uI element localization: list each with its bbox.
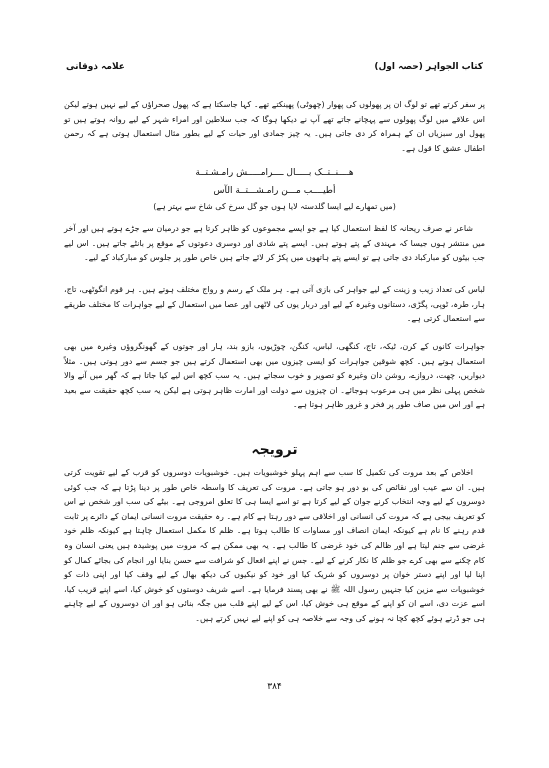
body-paragraph-1: [64, 98, 485, 156]
verse-translation: (میں تمھارے لیے ایسا گلدستہ لایا ہوں جو گل سرخ کی شاخ سے بہتر ہے): [153, 202, 396, 211]
section-heading: ترویجہ: [251, 442, 298, 458]
paragraph-text: جواہرات کانوں کے کرن، ٹیکہ، تاج، کنگھی، لباس، کنگن، چوڑیوں، بازو بند، ہار اور جوتوں کے گھونگروؤں وغیرہ میں بھی استعمال ہوتے ہیں۔ کچھ شوقین جواہرات کو ایسی چیزوں میں بھی استعمال کرتے ہیں جو جسم سے دور ہوتی ہیں۔ مثلاً دیواریں، چھت، دروازے، روشن دان وغیرہ کو تصویر و خوب سجاتے ہیں۔ یہ سب کچھ اس لیے کیا جاتا ہے کہ گھر میں آنے والا شخص پہلی نظر میں ہی مرعوب ہوجائے۔ ان چیزوں سے دولت اور امارت ظاہر ہوتی ہے لیکن یہ سب کچھ حقیقت سے بعید ہے اور اس میں صاف طور پر فخر و غرور ظاہر ہوتا ہے۔: [64, 342, 485, 410]
arabic-verse: [64, 168, 485, 211]
body-paragraph-3: [64, 283, 485, 327]
paragraph-text: اخلاص کے بعد مروت کی تکمیل کا سب سے اہم پہلو خوشبویات ہیں۔ خوشبویات دوسروں کو قرب کے لیے تقویت کرتی ہیں۔ ان سے عیب اور نقائص کی بو دور ہو جاتی ہے۔ مروت کی تعریف کا واسطہ خاص طور پر دینا پڑتا ہے کہ جب کوئی دوسروں کے لیے وجہ انتخاب کرنے جوان کے لیے کرتا ہے تو اسے ایسا ہی کا تعلق امروجی ہے۔ بیٹے کی سب اور شخص نے اس کو تعریف بیجی ہے کہ مروت کی انسانی اور اخلاقی سے دور رہتا ہے کام ہے۔ رہ حقیقت مروت انسانی ایمان کے دائرے پر ثابت قدم رہنے کا نام ہے کیونکہ ایمان انصاف اور مساوات کا طالب ہوتا ہے۔ ظلم کا مکمل استعمال چاہتا ہے کیونکہ ظلم خود غرضی سے جنم لیتا ہے اور ظالم کی خود غرضی کا طالب ہے۔ یہ بھی ممکن ہے کہ مروت میں پوشیدہ ہیں یعنی انسان وہ کام چکنے سے بھی کرے جو ظلم کا نکار کرنے کے لیے۔ جس نے اپنے افعال کو شرافت سے حسن بنایا اور انجام کی بجائے کمال کو اپنا لیا اور اپنے دستر خوان پر دوسروں کو شریک کیا اور خود کو نیکیوں کی دیکھ بھال کے لیے وقف کیا اور اپنی ذات کو خوشبویات سے مزین کیا جنہیں رسول اللہ ﷺ نے بھی پسند فرمایا ہے۔ اسے شریف دوستوں کو خوش کیا، اسے اپنے قریب کیا، اسے عزت دی، اسے ان کو اپنے کے موقع ہی خوش کیا، اس کے لیے اپنے قلب میں جگہ بنائی ہو اور ان دوسروں کے لیے چاہنے ہی جو ڈرتے ہوئے کچھ کچا نہ ہونے کی وجہ سے خلاصہ ہی کو اپنے لیے نہیں کرتے ہیں۔: [64, 468, 485, 623]
paragraph-text: لباس کی تعداد زیب و زینت کے لیے جواہر کی بازی آتی ہے۔ ہر ملک کے رسم و رواج مختلف ہوتے ہیں۔ ہر قوم انگوٹھی، تاج، ہار، طرہ، ٹوپی، پگڑی، دستانوں وغیرہ کے لیے اور دربار یوں کی لاٹھی اور عصا میں استعمال کے لیے جواہرات کا مختلف طریقے سے استعمال کرتی ہے۔: [64, 285, 485, 324]
paragraph-text: شاعر نے صرف ریحانہ کا لفظ استعمال کیا ہے جو ایسے مجموعوں کو ظاہر کرتا ہے جو درمیان سے جڑے ہوتے ہیں اور آخر میں منتشر ہوں جیسا کہ مہندی کے پتے ہوتے ہیں۔ ایسے پتے شادی اور دوسری دعوتوں کے موقع پر بانٹے جاتے ہیں۔ اس لیے جب بیٹوں کو مبارکباد دی جاتی ہے تو ایسے پتے ہاتھوں میں پکڑ کر لائے جاتے ہیں خاص طور پر جلوس کو مبارکباد کے لیے۔: [64, 224, 485, 263]
body-paragraph-2: [64, 222, 485, 266]
author-name: علامہ ذوقانی: [66, 62, 125, 72]
body-paragraph-5: [64, 466, 485, 627]
body-paragraph-4: [64, 340, 485, 413]
verse-line-1: ھــــنــتــک بـــــال ــــرامـــــش رامـشـتــة: [195, 168, 354, 178]
book-title: کتاب الجواہر (حصہ اول): [374, 62, 483, 72]
page-header: [66, 62, 483, 82]
page-number: ۳۸۴: [267, 682, 282, 692]
paragraph-text: پر سفر کرتے تھے تو لوگ ان پر پھولوں کی پھوار (چھوٹی) پھینکتے تھے۔ کہا جاسکتا ہے کہ پھول صحراؤں کے لیے نہیں ہوتے لیکن اس علاقے میں لوگ پھولوں سے پہچانے جاتے تھے آپ نے دیکھا ہوگا کہ جب سلاطین اور امراء شہر کے لیے روانہ ہوتے ہیں تو پھول اور سبزیاں ان کے ہمراہ کر دی جاتی ہیں۔ یہ چیز جمادی اور حیات کے لیے بطور مثال استعمال ہوتی ہے کہ رحمن اطفال عشق کا قول ہے۔: [64, 100, 485, 153]
verse-line-2: أطیــــب مـــن رامـشـــتــة الآس: [213, 186, 336, 196]
